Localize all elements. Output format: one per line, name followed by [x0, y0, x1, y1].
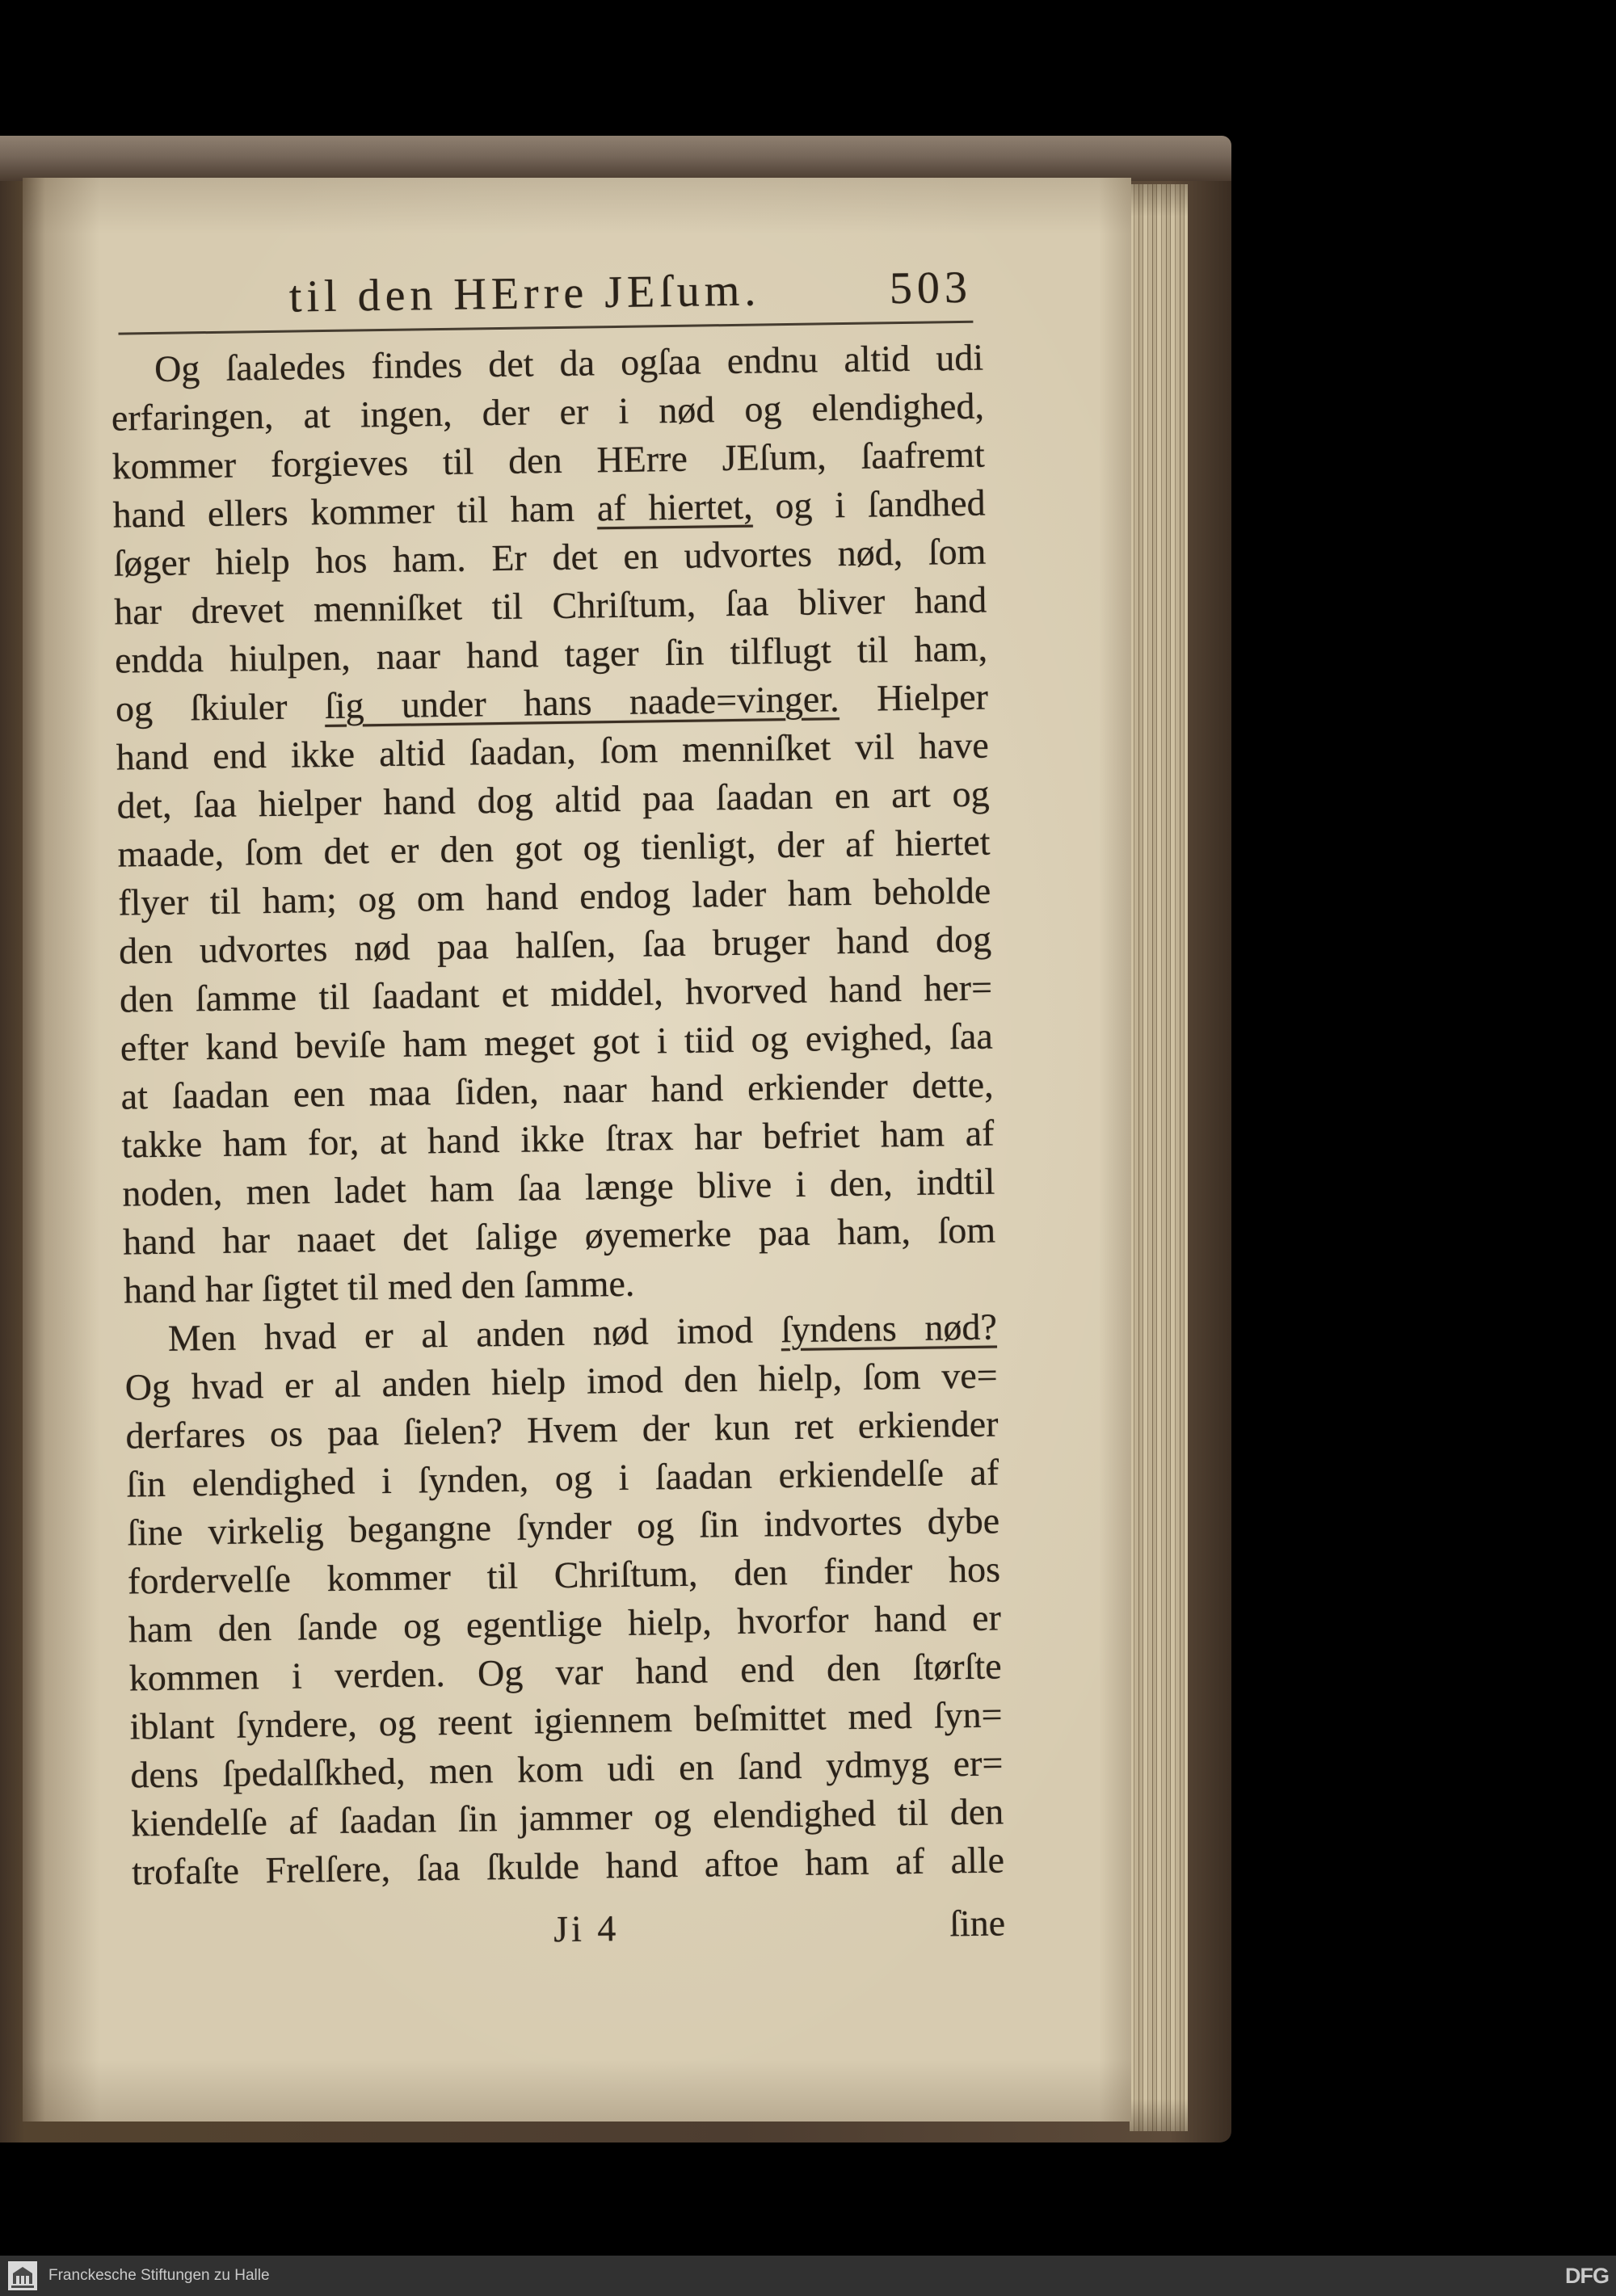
- franckesche-logo-icon: [6, 2260, 39, 2292]
- signature-mark: Ji 4: [553, 1907, 620, 1950]
- text-line: dens ſpedalſkhed, men kom udi en ſand ydmyg er=: [130, 1742, 1004, 1796]
- pen-underline: af hiertet,: [596, 485, 753, 529]
- text-segment: og ſkiuler: [115, 685, 326, 730]
- pen-underline: ſyndens nød?: [781, 1306, 998, 1351]
- text-line: ſin elendighed i ſynden, og i ſaadan erkiendelſe af: [126, 1451, 999, 1505]
- text-segment: Men hvad er al anden nød imod: [167, 1309, 781, 1359]
- text-line: hand end ikke altid ſaadan, ſom menniſket vil have: [116, 724, 990, 778]
- footer-institution: Franckesche Stiftungen zu Halle: [48, 2267, 270, 2284]
- pen-underline: ſig under hans naade=vinger.: [324, 678, 840, 727]
- text-line: hand har ſigtet til med den ſamme.: [123, 1262, 635, 1311]
- text-segment: Hielper: [839, 675, 989, 720]
- text-line: ſine virkelig begangne ſynder og ſin indvortes dybe: [126, 1499, 1000, 1554]
- text-line: at ſaadan een maa ſiden, naar hand erkiender dette,: [120, 1063, 994, 1117]
- text-line: den udvortes nød paa halſen, ſaa bruger hand dog: [118, 918, 992, 972]
- text-line: Og ſaaledes findes det da ogſaa endnu altid udi: [154, 336, 984, 389]
- text-line: kiendelſe af ſaadan ſin jammer og elendighed til den: [130, 1790, 1004, 1844]
- text-line: noden, men ladet ham ſaa længe blive i den, indtil: [122, 1160, 995, 1214]
- text-line: den ſamme til ſaadant et middel, hvorved hand her=: [119, 966, 993, 1020]
- signature-line: [133, 1899, 1006, 1959]
- text-line: iblant ſyndere, og reent igiennem beſmittet med ſyn=: [129, 1693, 1003, 1747]
- page-number: 503: [889, 262, 973, 314]
- text-line: har drevet menniſket til Chriſtum, ſaa bliver hand: [113, 578, 987, 633]
- text-line: efter kand beviſe ham meget got i tiid og evighed, ſaa: [120, 1015, 994, 1069]
- printed-text-block: [101, 252, 1021, 1969]
- text-line: takke ham for, at hand ikke ſtrax har befriet ham af: [121, 1112, 995, 1166]
- text-line: ham den ſande og egentlige hielp, hvorfor hand er: [128, 1596, 1002, 1651]
- text-segment: og i ſandhed: [752, 481, 986, 527]
- footer-bar: [0, 2256, 1616, 2296]
- text-line: ſøger hielp hos ham. Er det en udvortes nød, ſom: [113, 530, 987, 584]
- dfg-logo: DFG: [1565, 2264, 1609, 2288]
- text-line: flyer til ham; og om hand endog lader ham beholde: [117, 869, 991, 923]
- text-segment: hand ellers kommer til ham: [112, 487, 598, 536]
- catchword: ſine: [949, 1902, 1006, 1945]
- text-line: maade, ſom det er den got og tienligt, der af hiertet: [117, 821, 991, 875]
- text-line: trofaſte Frelſere, ſaa ſkulde hand aftoe ham af alle: [131, 1839, 1005, 1893]
- text-line: det, ſaa hielper hand dog altid paa ſaadan en art og: [116, 772, 990, 826]
- text-line: hand har naaet det ſalige øyemerke paa ham, ſom: [122, 1209, 996, 1263]
- page-edges: [1130, 184, 1188, 2131]
- text-line: Og hvad er al anden hielp imod den hielp, ſom ve=: [124, 1354, 998, 1408]
- book-cover-top-edge: [0, 136, 1231, 181]
- header-rule: [118, 321, 973, 335]
- text-line: endda hiulpen, naar hand tager ſin tilflugt til ham,: [114, 627, 988, 681]
- body-text: [111, 334, 1005, 1897]
- text-line: kommer forgieves til den HErre JEſum, ſaafremt: [112, 433, 986, 487]
- running-head: til den HErre JEſum.: [288, 265, 761, 322]
- text-line: derfares os paa ſielen? Hvem der kun ret erkiender: [125, 1402, 999, 1457]
- text-line: erfaringen, at ingen, der er i nød og elendighed,: [111, 385, 985, 439]
- text-line: kommen i verden. Og var hand end den ſtørſte: [128, 1645, 1003, 1699]
- text-line: fordervelſe kommer til Chriſtum, den finder hos: [127, 1548, 1001, 1602]
